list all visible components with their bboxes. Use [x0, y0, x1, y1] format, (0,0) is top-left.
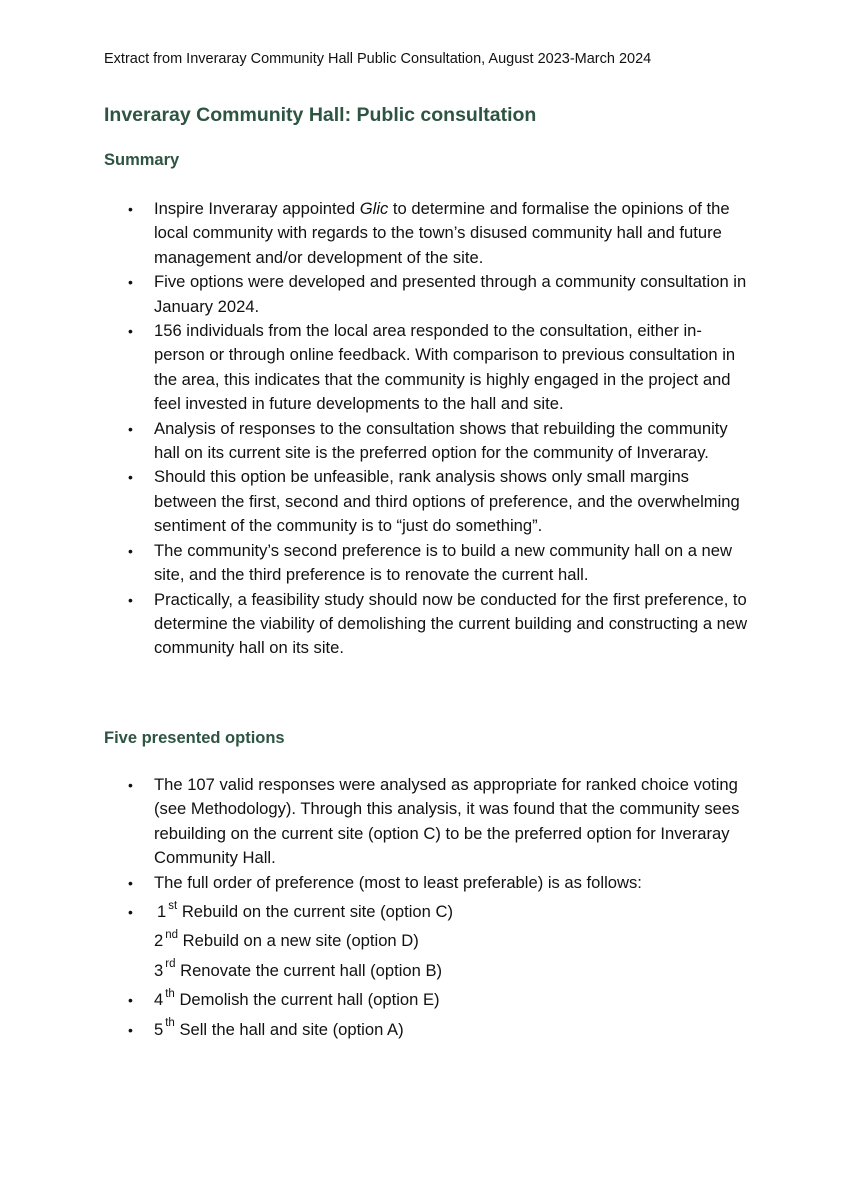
rank-number: 4 — [154, 990, 164, 1010]
rank-number: 3 — [154, 960, 164, 980]
rank-number: 1 — [157, 902, 167, 922]
bullet-icon: • — [128, 777, 133, 793]
bullet-icon: • — [128, 469, 133, 486]
ranking-item-4 — [104, 988, 754, 1012]
bullet-icon: • — [128, 323, 133, 340]
rank-suffix: nd — [165, 928, 179, 941]
bullet-icon: • — [128, 904, 133, 921]
ranking-item-1 — [104, 900, 754, 924]
list-item — [104, 197, 754, 270]
ranking-item-3 — [104, 959, 754, 983]
rank-suffix: st — [168, 899, 178, 912]
list-item-emphasis: Glic — [359, 199, 389, 218]
page-title: Inveraray Community Hall: Public consultation — [104, 104, 537, 126]
rank-number: 5 — [154, 1019, 164, 1039]
list-item-text: Inspire Inveraray appointed — [154, 199, 360, 218]
list-item — [104, 417, 754, 466]
rank-label: Demolish the current hall (option E) — [179, 990, 440, 1010]
list-item — [104, 588, 754, 661]
list-item-text: Analysis of responses to the consultation shows that rebuilding the community hall on its current site is the preferred option for the community of Inveraray. — [154, 418, 728, 463]
bullet-icon: • — [128, 201, 133, 217]
list-item — [104, 319, 754, 417]
bullet-icon: • — [128, 420, 133, 437]
ranking-item-2 — [104, 929, 754, 953]
bullet-icon: • — [128, 874, 133, 891]
options-heading: Five presented options — [104, 729, 285, 747]
ranking-item-5 — [104, 1018, 754, 1042]
rank-label: Rebuild on the current site (option C) — [181, 902, 453, 922]
bullet-icon: • — [128, 1021, 133, 1038]
list-item — [104, 539, 754, 588]
list-item-text: The community’s second preference is to build a new community hall on a new site, and the third preference is to renovate the current hall. — [154, 540, 733, 585]
rank-label: Sell the hall and site (option A) — [179, 1019, 404, 1039]
list-item-text: 156 individuals from the local area responded to the consultation, either in- person or through online feedback. With comparison to previous consultation in the area, this indicates that the community is highly engaged in the project and feel invested in future developments to the hall and site. — [154, 321, 736, 414]
summary-heading: Summary — [104, 151, 180, 169]
list-item-text: Five options were developed and presented through a community consultation in January 2024. — [154, 272, 747, 316]
rank-label: Rebuild on a new site (option D) — [182, 931, 419, 951]
bullet-icon: • — [128, 992, 133, 1009]
summary-list — [104, 197, 754, 661]
list-item-text: Practically, a feasibility study should now be conducted for the first preference, to determine the viability of demolishing the current building and constructing a new community hall on its site. — [154, 589, 748, 658]
list-item-text: Should this option be unfeasible, rank analysis shows only small margins between the first, second and third options of preference, and the overwhelming sentiment of the community is to “just do something”. — [154, 467, 740, 536]
list-item-text: The 107 valid responses were analysed as appropriate for ranked choice voting (see Methodology). Through this analysis, it was found that the community sees rebuilding on the current site (option C) to be the preferred option for Inveraray Community Hall. — [154, 775, 740, 868]
list-item — [104, 871, 754, 895]
document-header: Extract from Inveraray Community Hall Public Consultation, August 2023-March 2024 — [104, 51, 652, 67]
rank-number: 2 — [154, 931, 164, 951]
list-item-text: to determine and formalise the opinions of the local community with regards to the town’s disused community hall and future management and/or development of the site. — [154, 199, 730, 267]
options-list — [104, 773, 754, 1042]
list-item — [104, 270, 754, 319]
bullet-icon: • — [128, 274, 133, 291]
rank-label: Renovate the current hall (option B) — [180, 960, 443, 980]
list-item — [104, 773, 754, 871]
bullet-icon: • — [128, 542, 133, 559]
rank-suffix: rd — [165, 958, 176, 971]
bullet-icon: • — [128, 591, 133, 608]
list-item — [104, 465, 754, 538]
rank-suffix: th — [165, 987, 175, 1000]
rank-suffix: th — [165, 1017, 175, 1030]
list-item-text: The full order of preference (most to least preferable) is as follows: — [154, 872, 642, 892]
